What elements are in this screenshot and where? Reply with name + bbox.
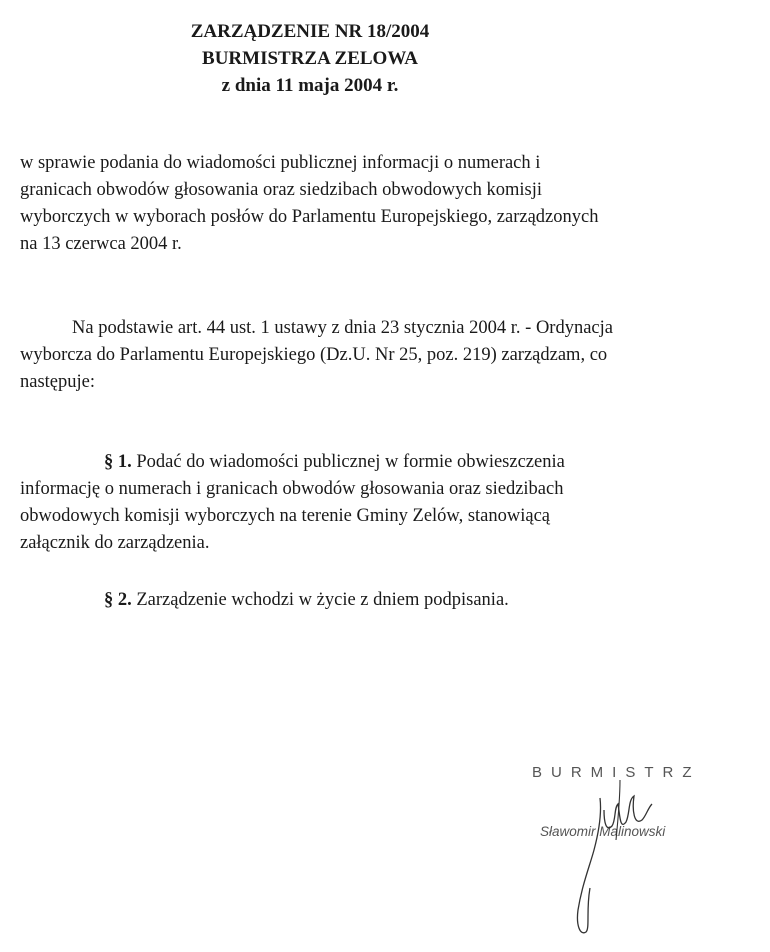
signature-title: BURMISTRZ: [532, 764, 701, 781]
handwritten-signature: [560, 760, 680, 940]
section-2: [20, 587, 509, 614]
legal-basis-line: następuje:: [20, 372, 96, 392]
signatory-name: Sławomir Malinowski: [540, 824, 666, 839]
section-1-line: informację o numerach i granicach obwodów głosowania oraz siedzibach: [20, 479, 564, 499]
section-1-line: Podać do wiadomości publicznej w formie obwieszczenia: [131, 452, 565, 472]
subject-line: granicach obwodów głosowania oraz siedzibach obwodowych komisji: [20, 180, 542, 200]
subject-line: wyborczych w wyborach posłów do Parlamentu Europejskiego, zarządzonych: [20, 207, 599, 227]
section-1-line: załącznik do zarządzenia.: [20, 533, 210, 553]
section-1: [20, 449, 565, 557]
subject-line: w sprawie podania do wiadomości publicznej informacji o numerach i: [20, 153, 541, 173]
legal-basis-line: Na podstawie art. 44 ust. 1 ustawy z dnia 23 stycznia 2004 r. - Ordynacja: [72, 318, 613, 338]
section-2-marker: § 2.: [104, 590, 132, 610]
issuer: BURMISTRZA ZELOWA: [202, 48, 418, 69]
document-date: z dnia 11 maja 2004 r.: [221, 75, 399, 96]
section-2-text: Zarządzenie wchodzi w życie z dniem podpisania.: [131, 590, 509, 610]
document-title: ZARZĄDZENIE NR 18/2004: [190, 21, 430, 42]
subject-line: na 13 czerwca 2004 r.: [20, 234, 182, 254]
legal-basis-line: wyborcza do Parlamentu Europejskiego (Dz.U. Nr 25, poz. 219) zarządzam, co: [20, 345, 608, 365]
document-header: [140, 18, 480, 99]
section-1-line: obwodowych komisji wyborczych na terenie Gminy Zelów, stanowiącą: [20, 506, 551, 526]
section-1-marker: § 1.: [104, 452, 132, 472]
subject-paragraph: [20, 150, 598, 258]
legal-basis-paragraph: [20, 315, 613, 396]
